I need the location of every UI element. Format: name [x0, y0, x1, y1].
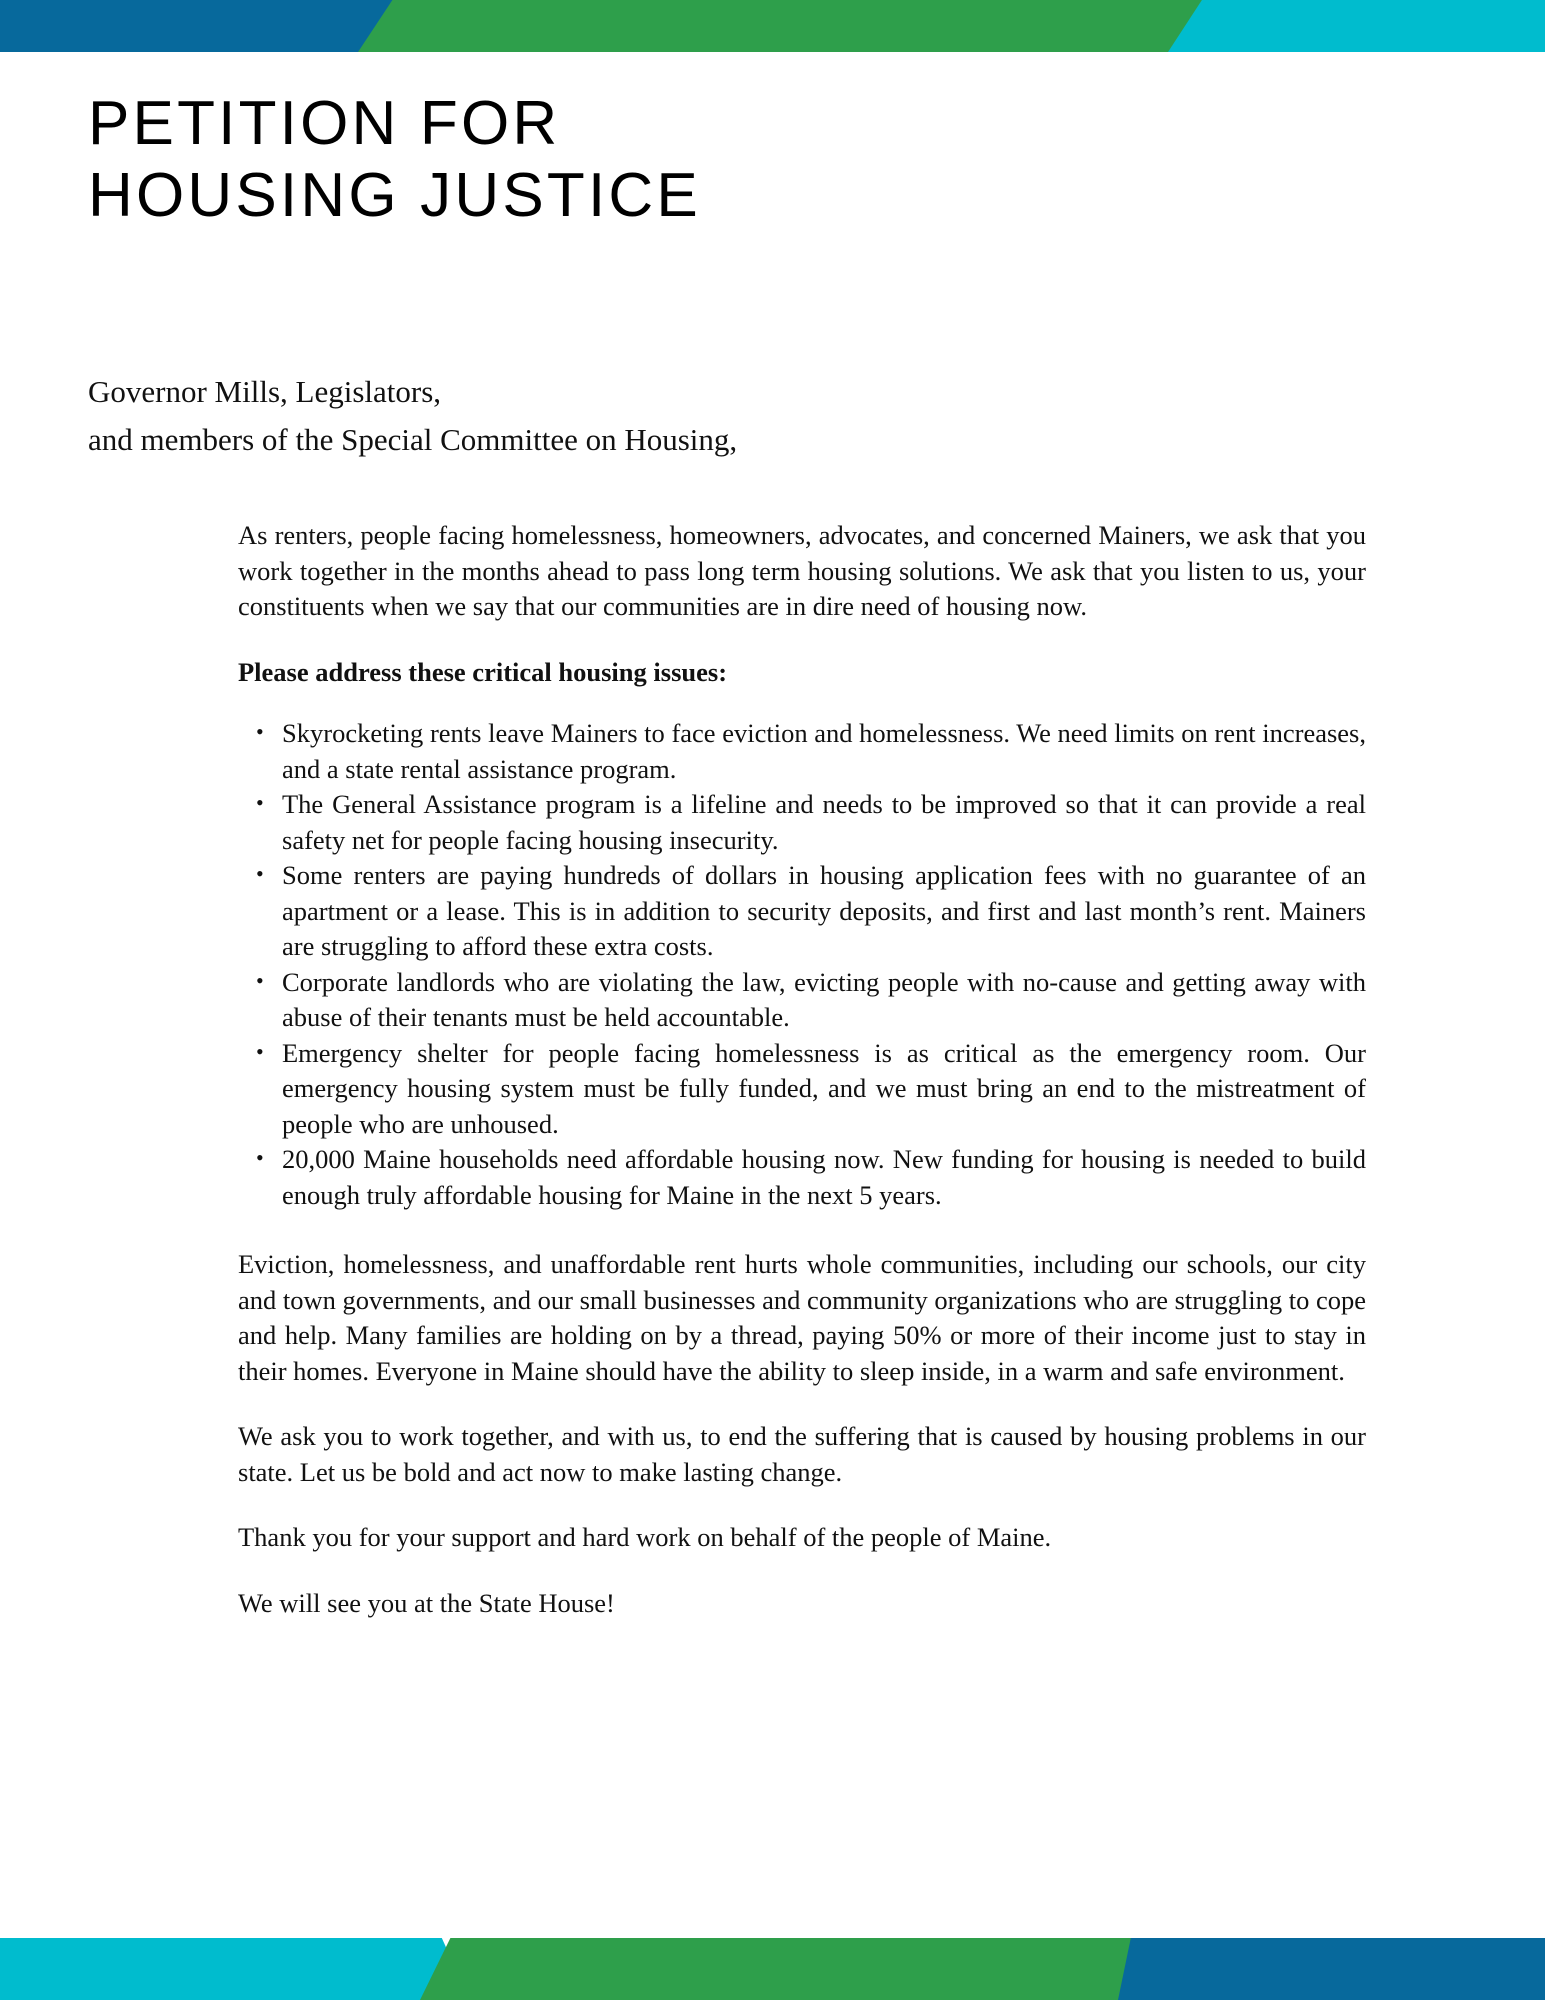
list-item: • The General Assistance program is a lifeline and needs to be improved so that it can provide a real safety net for people facing housing insecurity.	[282, 787, 1366, 858]
banner-band-cyan	[1168, 0, 1545, 52]
closing-line: We will see you at the State House!	[238, 1587, 615, 1618]
list-item: • 20,000 Maine households need affordable housing now. New funding for housing is needed to build enough truly affordable housing for Maine in the next 5 years.	[282, 1142, 1366, 1213]
impact-paragraph: Eviction, homelessness, and unaffordable rent hurts whole communities, including our schools, our city and town governments, and our small businesses and community organizations who are struggling to cope and help. Many families are holding on by a thread, paying 50% or more of their income just to stay in their homes. Everyone in Maine should have the ability to sleep inside, in a warm and safe environment.	[238, 1249, 1366, 1386]
list-item: • Some renters are paying hundreds of dollars in housing application fees with no guarantee of an apartment or a lease. This is in addition to security deposits, and first and last month’s rent. Mainers are struggling to afford these extra costs.	[282, 858, 1366, 965]
banner-band-blue	[1118, 1938, 1545, 2000]
letter-body	[238, 518, 1366, 1651]
issues-heading: Please address these critical housing issues:	[238, 656, 728, 687]
banner-band-green	[420, 1938, 1180, 2000]
top-decorative-banner	[0, 0, 1545, 52]
intro-paragraph: As renters, people facing homelessness, homeowners, advocates, and concerned Mainers, we ask that you work together in the months ahead to pass long term housing solutions. We ask that you listen to us, your constituents when we say that our communities are in dire need of housing now.	[238, 520, 1366, 621]
banner-band-cyan	[0, 1938, 470, 2000]
salutation-line-2: and members of the Special Committee on Housing,	[88, 422, 738, 458]
page-title	[88, 88, 1288, 232]
title-line-1: PETITION FOR	[88, 89, 561, 158]
salutation-line-1: Governor Mills, Legislators,	[88, 374, 442, 409]
salutation	[88, 368, 1348, 464]
list-item: • Corporate landlords who are violating the law, evicting people with no-cause and getting away with abuse of their tenants must be held accountable.	[282, 965, 1366, 1036]
list-item: • Emergency shelter for people facing homelessness is as critical as the emergency room. Our emergency housing system must be fully funded, and we must bring an end to the mistreatment of people who are unhoused.	[282, 1036, 1366, 1143]
list-item: • Skyrocketing rents leave Mainers to face eviction and homelessness. We need limits on rent increases, and a state rental assistance program.	[282, 716, 1366, 787]
banner-band-green	[358, 0, 1218, 52]
banner-band-blue	[0, 0, 420, 52]
bottom-decorative-banner	[0, 1938, 1545, 2000]
title-line-2: HOUSING JUSTICE	[88, 160, 701, 230]
housing-issues-list	[238, 716, 1366, 1213]
call-to-action-paragraph: We ask you to work together, and with us, to end the suffering that is caused by housing problems in our state. Let us be bold and act now to make lasting change.	[238, 1421, 1366, 1487]
thanks-paragraph: Thank you for your support and hard work on behalf of the people of Maine.	[238, 1522, 1052, 1552]
